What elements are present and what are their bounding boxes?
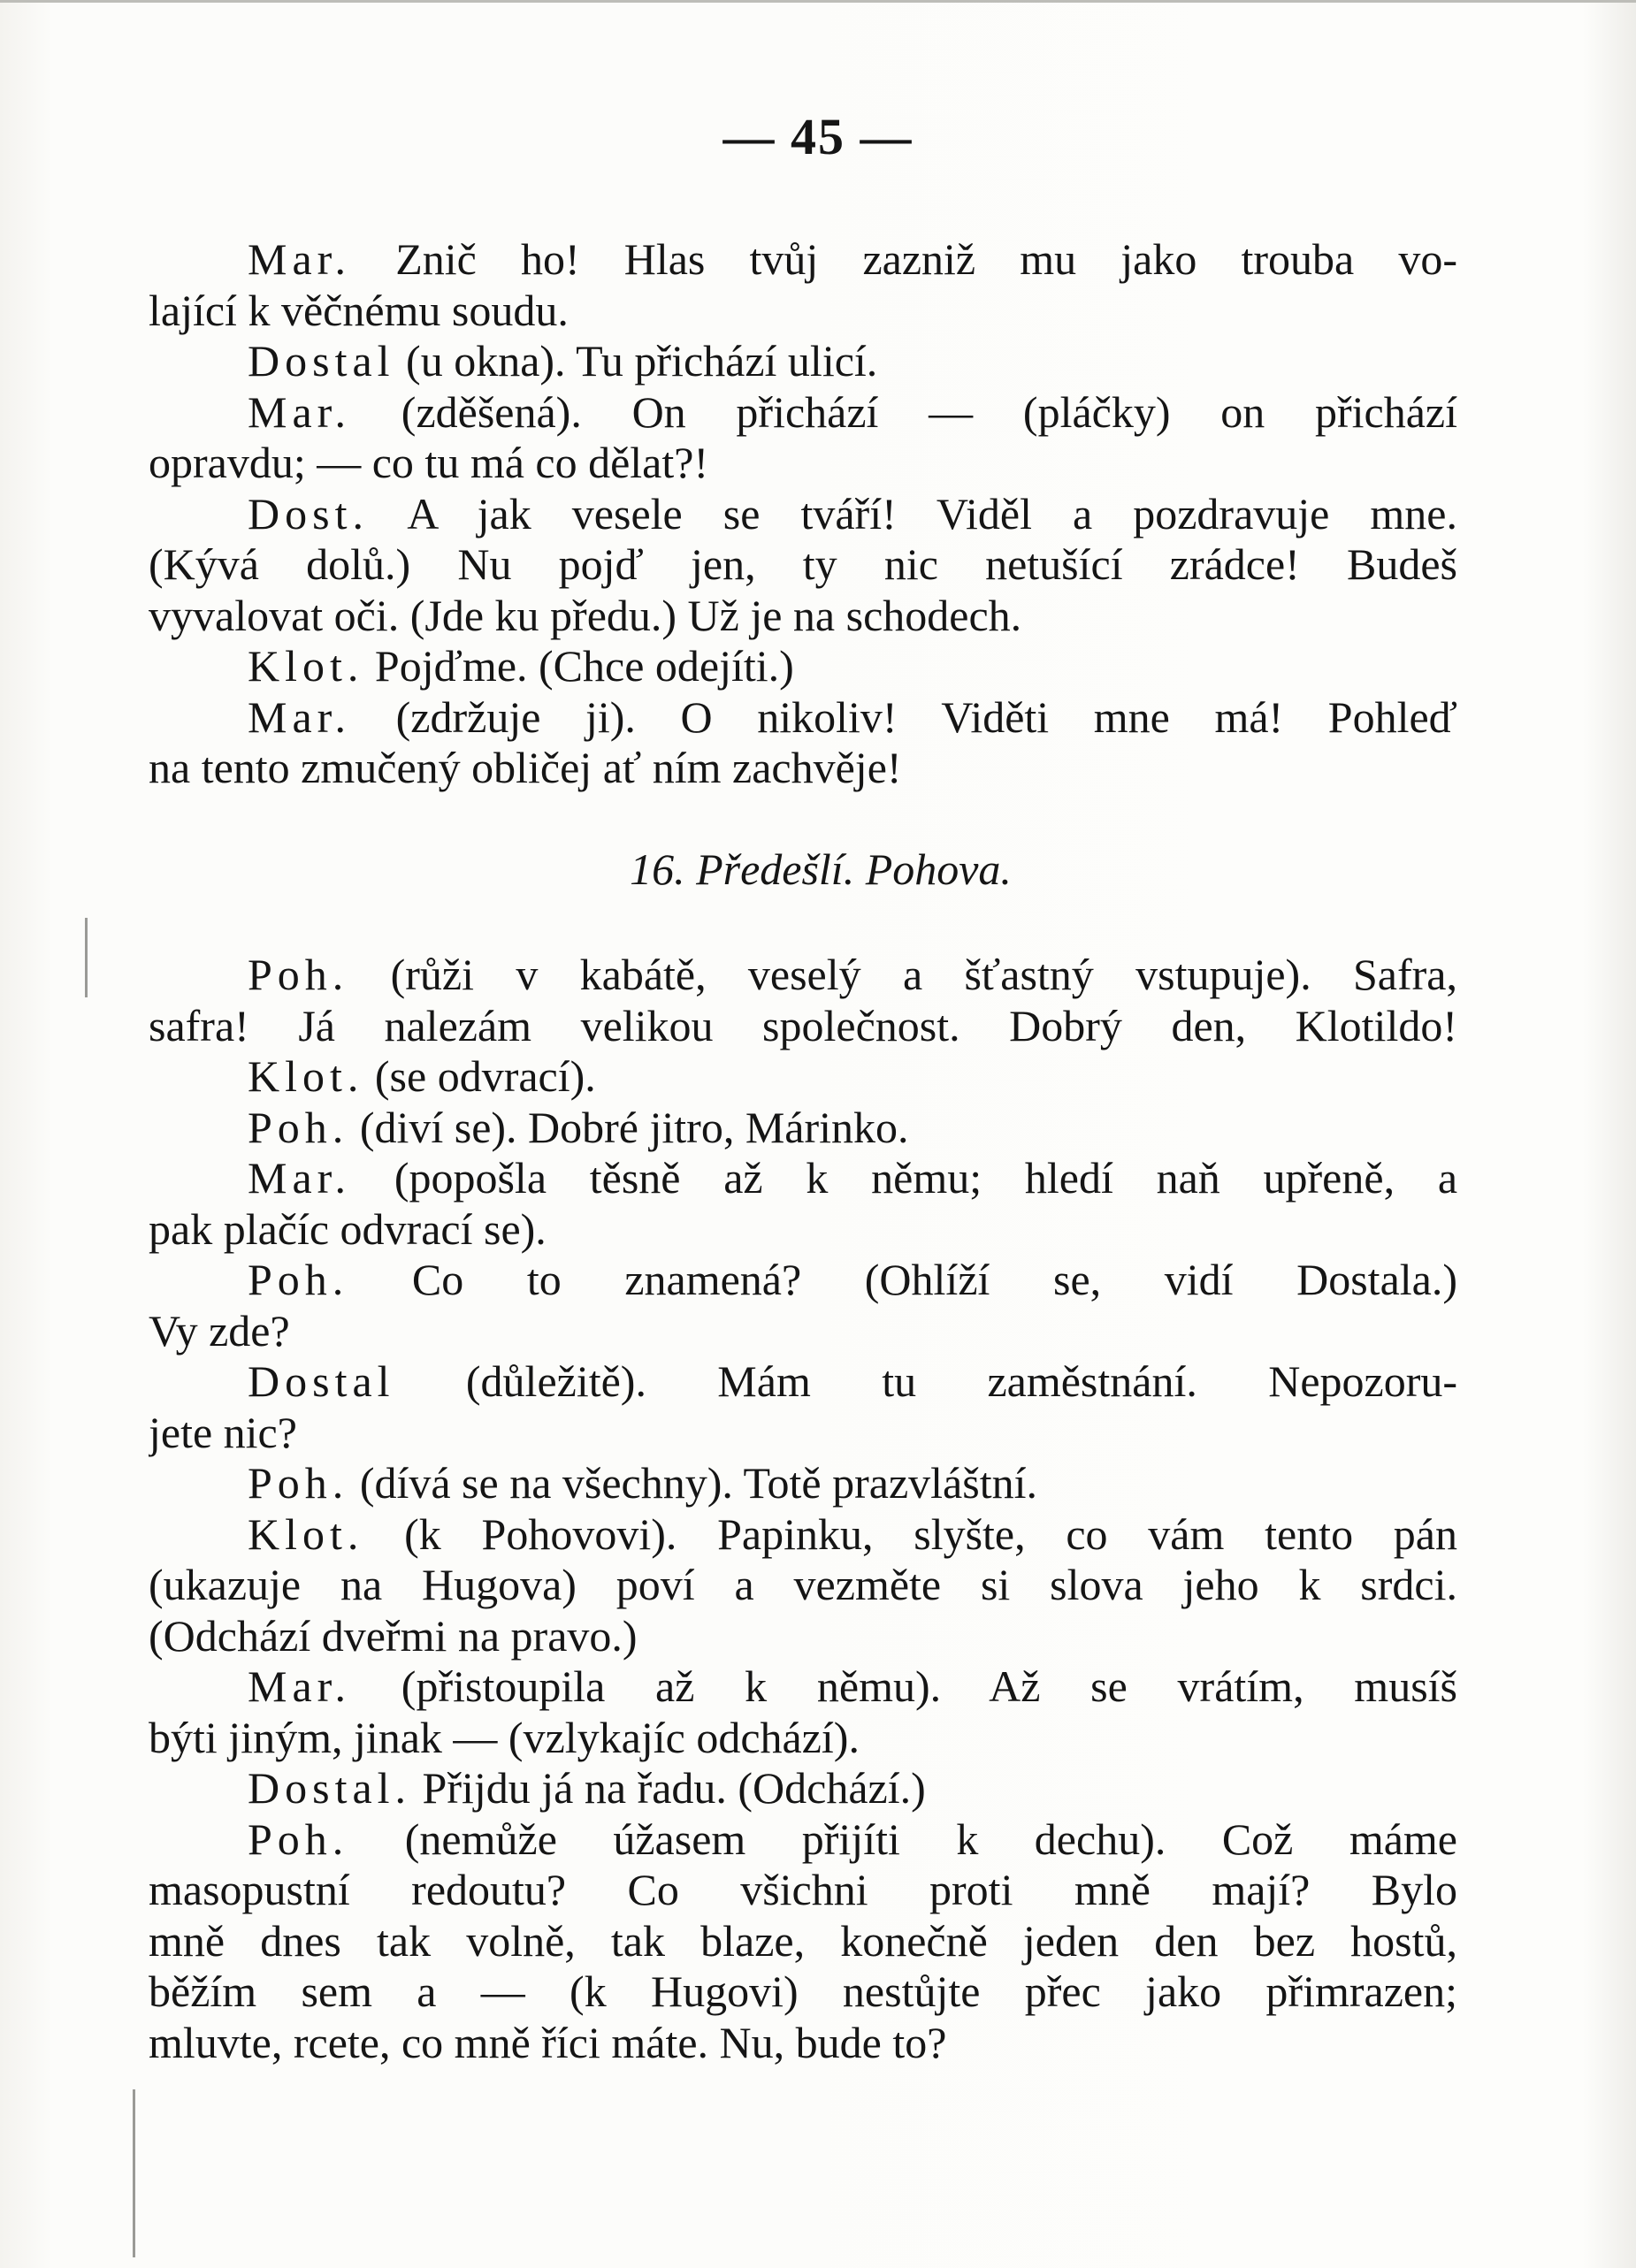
line-text: safra! Já nalezám velikou společnost. Dobrý den, Klotildo! [149, 1000, 1457, 1050]
text-line [149, 1103, 1457, 1154]
text-line [149, 1713, 1457, 1764]
text-line [149, 1153, 1457, 1204]
play-text [149, 234, 1457, 2068]
speaker-name: Poh. [248, 1814, 349, 1864]
left-edge-mark-lower [133, 2089, 135, 2257]
text-line [149, 950, 1457, 1001]
text-line [149, 1814, 1457, 1866]
line-text: (přistoupila až k němu). Až se vrátím, musíš [401, 1661, 1457, 1711]
line-text: (zdržuje ji). O nikoliv! Viděti mne má! Pohleď [395, 691, 1457, 742]
text-line [149, 1509, 1457, 1561]
text-line [149, 1458, 1457, 1509]
line-text: A jak vesele se tváří! Viděl a pozdravuje mne. [407, 488, 1457, 538]
line-text: Znič ho! Hlas tvůj zazniž mu jako trouba vo- [395, 234, 1457, 284]
text-line [149, 387, 1457, 439]
line-text: masopustní redoutu? Co všichni proti mně mají? Bylo [149, 1865, 1457, 1914]
text-line [149, 1356, 1457, 1408]
line-text: (nemůže úžasem přijíti k dechu). Což máme [404, 1814, 1457, 1864]
speaker-name: Poh. [248, 950, 349, 999]
line-text: (diví se). Dobré jitro, Márinko. [359, 1102, 909, 1152]
text-line [149, 1763, 1457, 1814]
speaker-name: Dostal. [248, 1763, 412, 1813]
text-line [149, 234, 1457, 286]
line-text: Přijdu já na řadu. (Odchází.) [422, 1763, 926, 1813]
text-line [149, 1408, 1457, 1459]
line-text: na tento zmučený obličej ať ním zachvěje! [149, 743, 902, 792]
text-line [149, 1051, 1457, 1103]
line-text: opravdu; — co tu má co dělat?! [149, 438, 709, 487]
text-line [149, 539, 1457, 591]
speaker-name: Mar. [248, 234, 352, 284]
line-text: (u okna). Tu přichází ulicí. [406, 336, 878, 386]
text-line [149, 2018, 1457, 2069]
scene-16-dialogue [149, 950, 1457, 2068]
line-text: (se odvrací). [374, 1051, 596, 1101]
line-text: Vy zde? [149, 1305, 290, 1355]
speaker-name: Dostal [248, 336, 395, 386]
speaker-name: Mar. [248, 1153, 352, 1203]
speaker-name: Poh. [248, 1458, 349, 1508]
scene-15-dialogue [149, 234, 1457, 794]
text-line [149, 1916, 1457, 1967]
text-line [149, 1611, 1457, 1662]
line-text: pak plačíc odvrací se). [149, 1203, 547, 1254]
text-line [149, 1255, 1457, 1306]
line-text: (Odchází dveřmi na pravo.) [149, 1610, 638, 1661]
text-line [149, 438, 1457, 489]
speaker-name: Mar. [248, 1661, 352, 1711]
line-text: vyvalovat oči. (Jde ku předu.) Už je na schodech. [149, 590, 1022, 640]
speaker-name: Mar. [248, 691, 352, 742]
line-text: běžím sem a — (k Hugovi) nestůjte přec jako přimrazen; [149, 1966, 1457, 2016]
text-line [149, 1661, 1457, 1713]
line-text: (ukazuje na Hugova) poví a vezměte si slova jeho k srdci. [149, 1560, 1457, 1609]
speaker-name: Poh. [248, 1102, 349, 1152]
line-text: (popošla těsně až k němu; hledí naň upřeně, a [394, 1153, 1457, 1203]
speaker-name: Klot. [248, 1508, 364, 1559]
speaker-name: Dostal [248, 1356, 395, 1406]
line-text: (důležitě). Mám tu zaměstnání. Nepozoru- [465, 1356, 1457, 1406]
text-line [149, 1001, 1457, 1052]
left-edge-mark [85, 918, 88, 997]
text-line [149, 1966, 1457, 2018]
speaker-name: Dost. [248, 488, 369, 538]
line-text: (růži v kabátě, veselý a šťastný vstupuje). Safra, [390, 950, 1457, 999]
text-line [149, 489, 1457, 540]
scene-heading: 16. Předešlí. Pohova. [630, 844, 1012, 894]
line-text: (k Pohovovi). Papinku, slyšte, co vám tento pán [404, 1508, 1457, 1559]
text-line [149, 591, 1457, 642]
line-text: Co to znamená? (Ohlíží se, vidí Dostala.) [411, 1255, 1457, 1304]
text-line [149, 336, 1457, 387]
speaker-name: Poh. [248, 1255, 349, 1304]
text-line [149, 743, 1457, 794]
text-line [149, 692, 1457, 744]
line-text: mně dnes tak volně, tak blaze, konečně jeden den bez hostů, [149, 1915, 1457, 1966]
page-number: — 45 — [722, 108, 914, 165]
text-line [149, 1204, 1457, 1256]
speaker-name: Mar. [248, 386, 352, 437]
speaker-name: Klot. [248, 1051, 364, 1101]
speaker-name: Klot. [248, 641, 364, 691]
line-text: (zděšená). On přichází — (pláčky) on přichází [401, 386, 1457, 437]
line-text: Pojďme. (Chce odejíti.) [374, 641, 794, 691]
line-text: býti jiným, jinak — (vzlykajíc odchází). [149, 1712, 860, 1762]
text-line [149, 1865, 1457, 1916]
line-text: (dívá se na všechny). Totě prazvláštní. [359, 1458, 1037, 1508]
text-line [149, 641, 1457, 692]
text-line [149, 1306, 1457, 1357]
line-text: jete nic? [149, 1407, 297, 1457]
text-line [149, 1560, 1457, 1611]
text-line [149, 286, 1457, 337]
line-text: lající k věčnému soudu. [149, 285, 569, 335]
line-text: (Kývá dolů.) Nu pojď jen, ty nic netušící zrádce! Budeš [149, 539, 1457, 589]
line-text: mluvte, rcete, co mně říci máte. Nu, bude to? [149, 2017, 947, 2067]
